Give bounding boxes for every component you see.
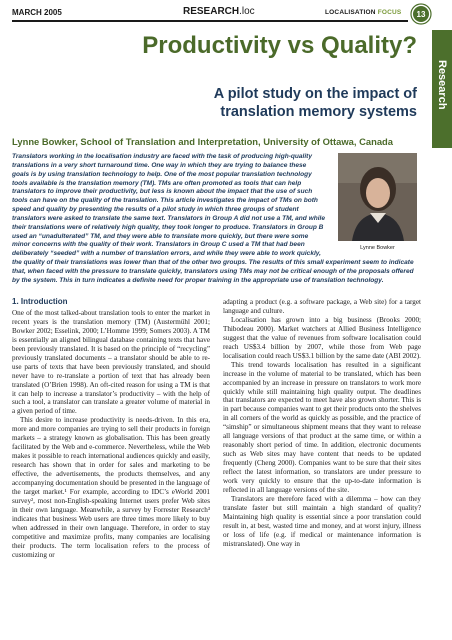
header-rule xyxy=(12,20,408,22)
article-title: Productivity vs Quality? xyxy=(142,32,417,59)
photo-caption: Lynne Bowker xyxy=(360,245,395,251)
abstract xyxy=(12,153,417,286)
section-heading: 1. Introduction xyxy=(12,297,68,306)
body-paragraph: This trend towards localisation has resulted in a significant increase in the volume of material to be translated, which has been accompanied by an increase in pressure on translators to work more quickly while still maintaining high quality output. The deadlines that translators are expected to meet have also grown shorter. This is in part because companies want to get their products onto the shelves in all corners of the world as quickly as possible, and the practice of “simship” or simultaneous shipment means that they want to release all language versions of that product at the same time, or within a reasonably short period of time. In addition, electronic documents such as Web sites may have content that needs to be updated frequently (Cheng 2000). Companies want to be sure that their sites reflect the latest information, so translators are under pressure to work very quickly to ensure that the up-to-date information is reflected in all language versions of the site. xyxy=(223,360,421,495)
section-label xyxy=(325,9,401,16)
author-byline: Lynne Bowker, School of Translation and Interpretation, University of Ottawa, Canada xyxy=(12,136,393,147)
body-paragraph: Translators are therefore faced with a dilemma – how can they translate faster but still maintain a high standard of quality? Maintaining high quality is essential since a poor translation could result in, at best, wasted time and money, and at worst injury, illness or loss of life (e.g. if medical or maintenance information is mistranslated). One way in xyxy=(223,494,421,548)
page-number-badge xyxy=(410,3,432,25)
subtitle-line-2: translation memory systems xyxy=(220,104,417,120)
body-column-1 xyxy=(12,298,210,560)
section-label-accent: FOCUS xyxy=(377,9,402,16)
abstract-text: Translators working in the localisation industry are faced with the task of producing high-quality translations in a very short turnaround time. One way in which they are trying to balance these goals is by using translation technology to help. One of the most popular translation technology tools available is the translation memory (TM). TMs are often promoted as tools that can help translators to improve their productivity, but less is known about the impact that the use of such tools can have on the quality of the translation. This article investigates the impact of TMs on both speed and quality by presenting the results of a pilot study in which three groups of student translators were asked to translate the same text. Translators in Group A did not use a TM, and while their translations were of relatively high quality, they took longer to produce. Translators in Group B used an “unadulterated” TM, and they were able to translate more quickly, but there were some minor concerns with the quality of their work. Translators in Group C used a TM that had been deliberately “seeded” with a number of translation errors, and while they were able to work quickly, the quality of their translations was lower than that of the other two groups. The results of this small experiment seem to indicate that, when faced with the pressure to translate quickly, translators using TMs may not be critical enough of the proposals offered by the system. This in turn indicates a definite need for proper training in the appropriate use of translation technology. xyxy=(12,153,414,284)
portrait-image xyxy=(338,153,417,241)
subtitle-line-1: A pilot study on the impact of xyxy=(213,86,417,102)
article-subtitle xyxy=(0,85,417,121)
body-paragraph: adapting a product (e.g. a software package, a Web site) for a target language and culture. xyxy=(223,298,421,315)
author-photo xyxy=(338,153,417,241)
body-column-2 xyxy=(223,298,421,549)
issue-date: MARCH 2005 xyxy=(12,8,62,17)
magazine-name-suffix: .loc xyxy=(239,6,255,17)
page-number: 13 xyxy=(416,10,426,19)
section-label-main: LOCALISATION xyxy=(325,9,376,16)
body-paragraph: Localisation has grown into a big business (Brooks 2000; Thibodeau 2000). Market watchers at Allied Business Intelligence suggest that the value of revenues from software localisation could reach US$3.4 billion by 2007, while those from Web page localisation could reach US$3.1 billion by the same date (ABI 2002). xyxy=(223,315,421,360)
body-paragraph: This desire to increase productivity is needs-driven. In this era, more and more companies are trying to sell their products in foreign markets – a strategy known as globalisation. This has been greatly facilitated by the Web and e-commerce. Nevertheless, while the Web makes it possible to reach international audiences quickly and easily, research has shown that in order for sales and marketing to be effective, the advertisements, the products themselves, and any accompanying documentation should be presented in the language of the target market.¹ For example, according to IDC’s eWorld 2001 survey², most non-English-speaking Internet users prefer Web sites in their own language. Meanwhile, a survey by Forrester Research³ indicates that business Web users are three times more likely to buy when addressed in their own language. Therefore, in order to stay competitive and maximize profits, many companies are localising their products. The term localisation refers to the process of customizing or xyxy=(12,416,210,559)
magazine-name-main: RESEARCH xyxy=(183,6,240,17)
author-photo-block xyxy=(331,153,417,257)
magazine-name xyxy=(183,6,255,17)
body-paragraph: One of the most talked-about translation tools to enter the market in recent years is the translation memory (TM) (Austermühl 2001; Bowker 2002; Esselink, 2000; L’Homme 1999; Somers 2003). A TM is essentially an aligned bilingual database containing texts that have been previously translated. It is based on the principle of “recycling” previously translated documents – a translator should be able to re-use parts of texts that have been previously translated, and should never have to re-translate a portion of text that has already been translated (O’Brien 1998). An oft-cited reason for using a TM is that it can help to increase a translator’s productivity – with the help of such a tool, a translator can translate a greater volume of material in a given period of time. xyxy=(12,308,210,416)
side-tab-label: Research xyxy=(436,60,448,110)
